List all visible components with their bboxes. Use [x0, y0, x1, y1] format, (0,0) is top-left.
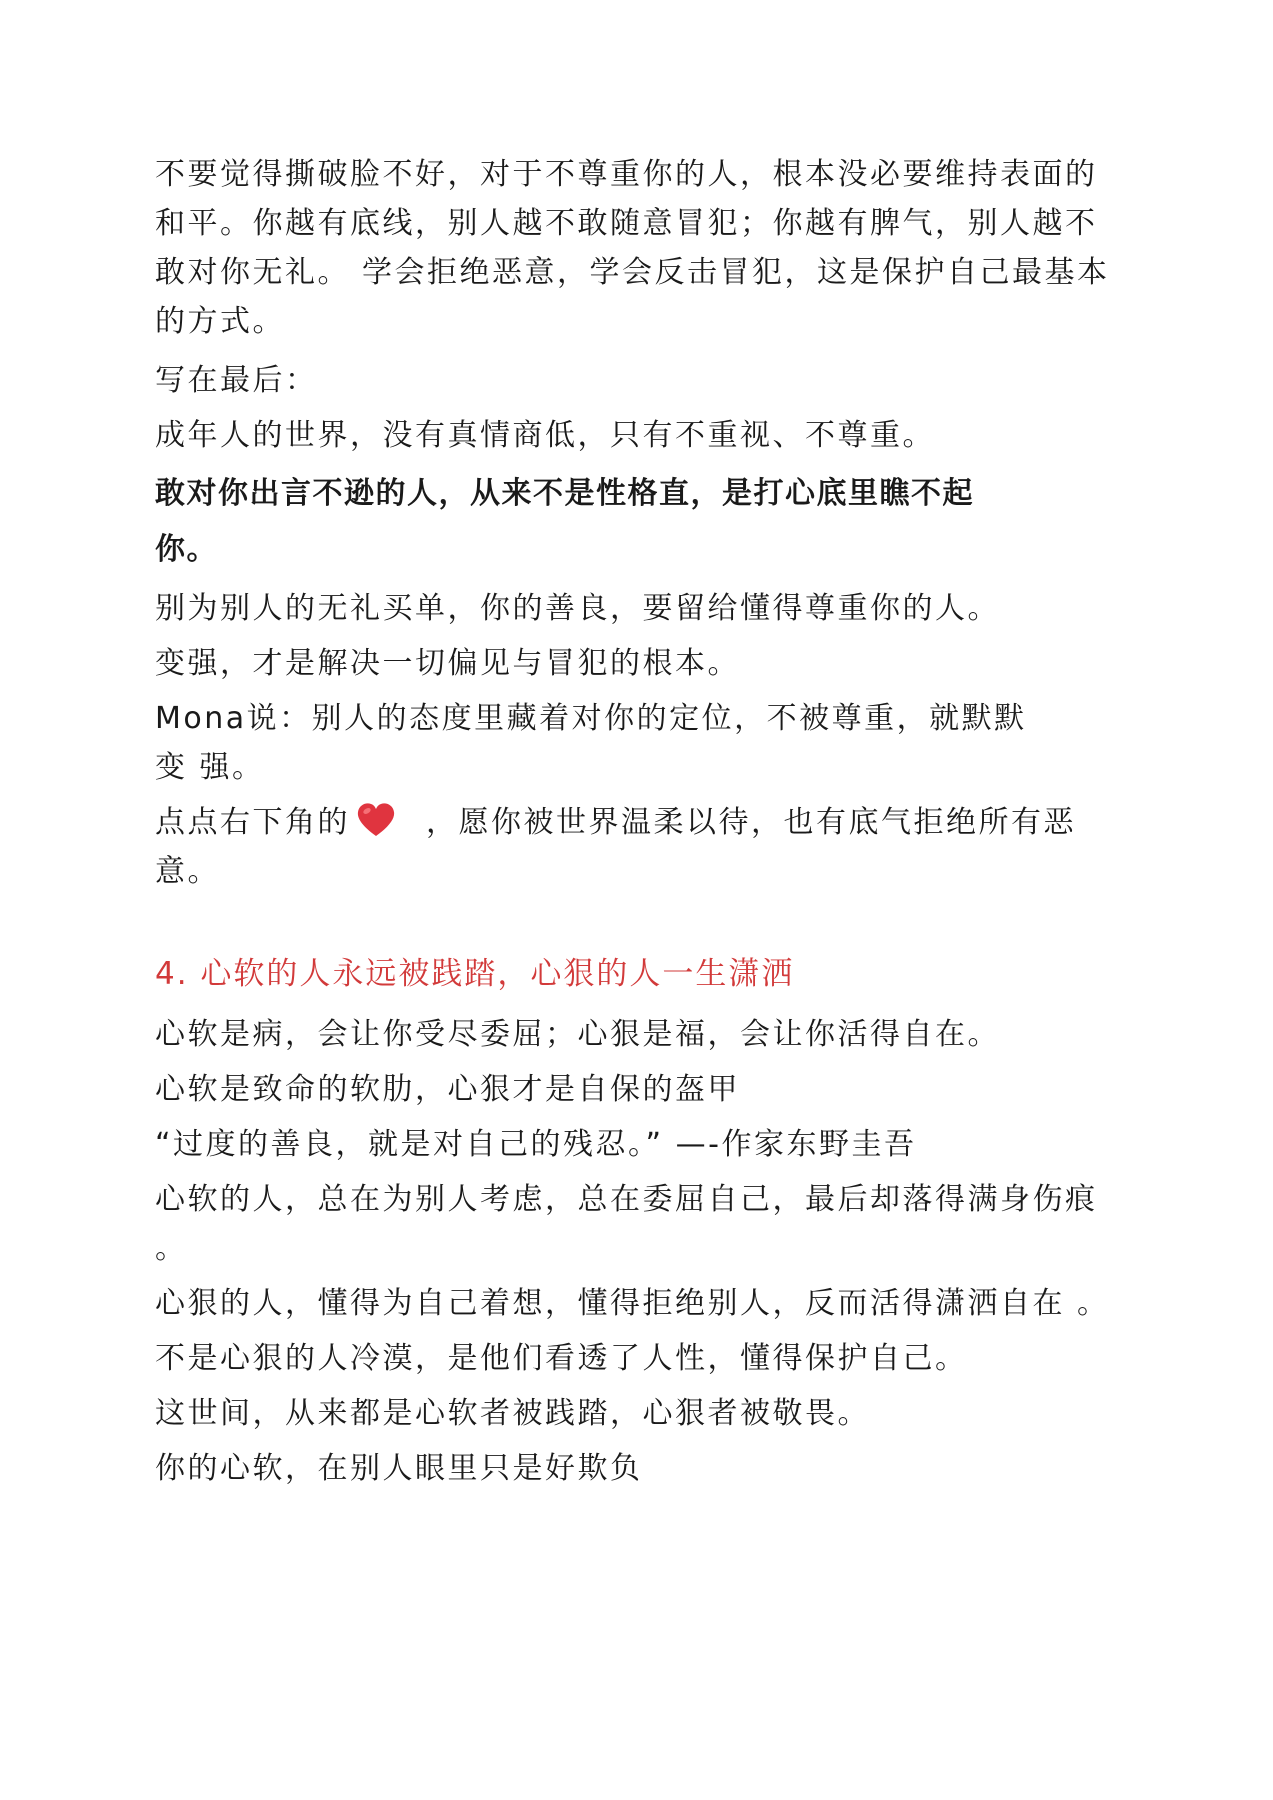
section-4-quote: “过度的善良，就是对自己的残忍。” —-作家东野圭吾	[155, 1127, 917, 1162]
heart-callout-after: ，愿你被世界温柔以待，也有底气拒绝所有恶意。	[155, 805, 1076, 889]
section-4-sentence-5: 心狠的人，懂得为自己着想，懂得拒绝别人，反而活得潇洒自在 。	[155, 1286, 1110, 1321]
section-4-sentence-4: 心软的人，总在为别人考虑，总在委屈自己，最后却落得满身伤痕 。	[155, 1182, 1098, 1266]
section-4-sentence-2: 心软是致命的软肋，心狠才是自保的盔甲	[155, 1072, 740, 1107]
paragraph-kindness: 别为别人的无礼买单，你的善良，要留给懂得尊重你的人。	[155, 591, 1000, 626]
heart-callout-before: 点点右下角的	[155, 805, 350, 840]
section-4-sentence-1: 心软是病，会让你受尽委屈；心狠是福，会让你活得自在。	[155, 1017, 1000, 1052]
section-4-sentence-7: 这世间，从来都是心软者被践踏，心狠者被敬畏。	[155, 1396, 870, 1431]
paragraph-become-strong: 变强，才是解决一切偏见与冒犯的根本。	[155, 646, 740, 681]
bold-quote-line-1: 敢对你出言不逊的人，从来不是性格直，是打心底里瞧不起	[155, 476, 974, 511]
paragraph-boundaries: 不要觉得撕破脸不好，对于不尊重你的人，根本没必要维持表面的和平。你越有底线，别人越不敢随意冒犯；你越有脾气，别人越不敢对你无礼。 学会拒绝恶意，学会反击冒犯，这是保护自己最基本的方式。	[155, 157, 1110, 339]
paragraph-heart-callout	[155, 798, 1125, 896]
paragraph-bold-quote	[155, 466, 1125, 578]
heart-icon	[356, 802, 396, 838]
document-page	[155, 150, 1125, 1499]
mona-line-1: Mona说：别人的态度里藏着对你的定位，不被尊重，就默默	[155, 701, 1027, 736]
section-4-sentence-6: 不是心狠的人冷漠，是他们看透了人性，懂得保护自己。	[155, 1341, 968, 1376]
section-4-sentence-8: 你的心软，在别人眼里只是好欺负	[155, 1451, 643, 1486]
paragraph-adult-world: 成年人的世界，没有真情商低，只有不重视、不尊重。	[155, 418, 935, 453]
mona-line-2: 变 强。	[155, 750, 265, 785]
bold-quote-line-2: 你。	[155, 532, 218, 567]
paragraph-closing-label: 写在最后：	[155, 363, 318, 398]
section-4-heading: 4. 心软的人永远被践踏，心狠的人一生潇洒	[155, 956, 795, 992]
paragraph-mona-says	[155, 694, 1125, 792]
